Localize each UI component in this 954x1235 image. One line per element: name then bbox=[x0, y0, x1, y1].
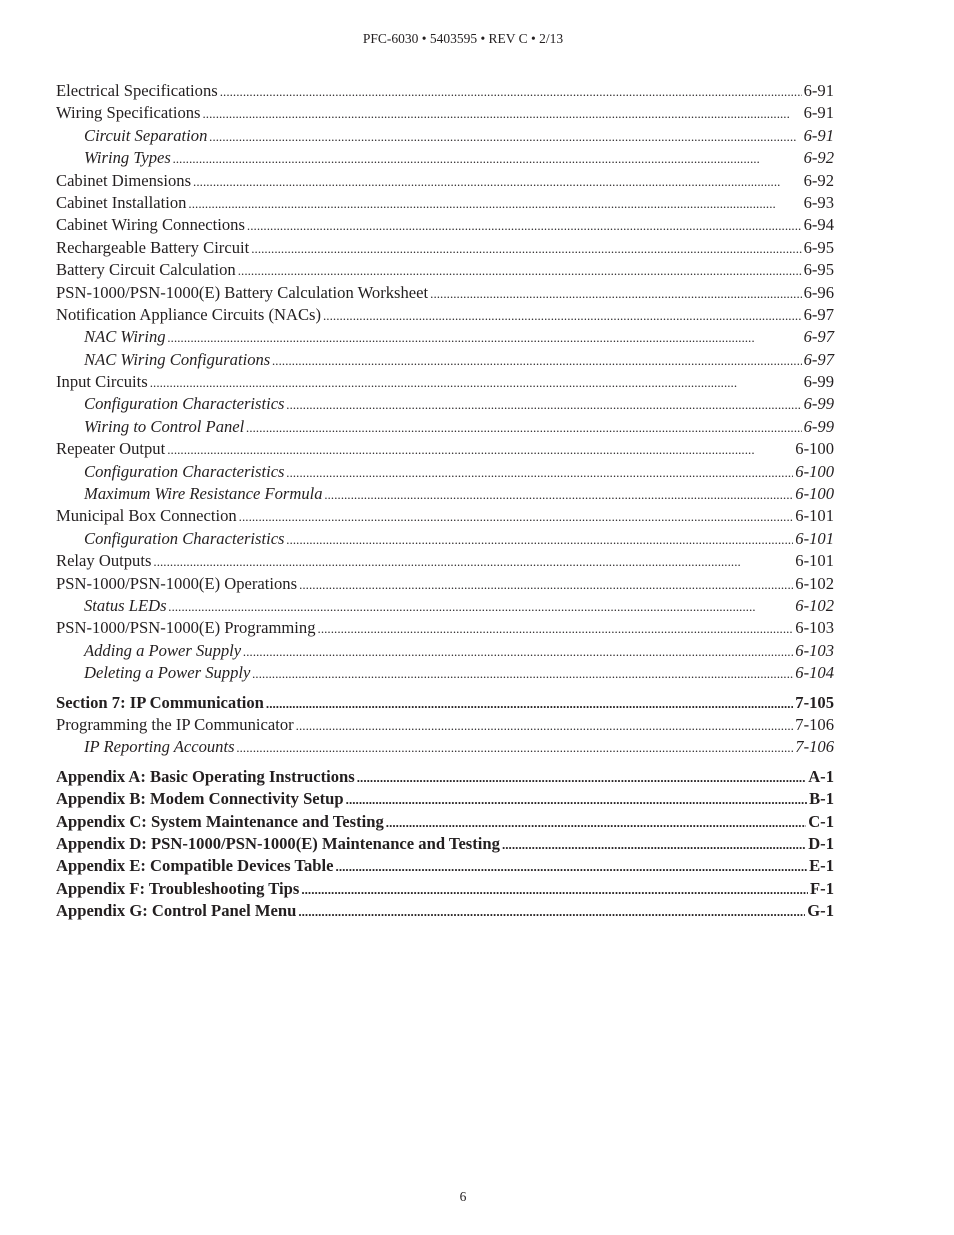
toc-entry-page: B-1 bbox=[809, 789, 834, 809]
toc-subentry[interactable] bbox=[56, 461, 856, 483]
toc-entry-label: Input Circuits bbox=[56, 372, 148, 392]
toc-entry[interactable] bbox=[56, 259, 856, 281]
toc-entry-page: 6-100 bbox=[795, 439, 834, 459]
toc-subentry[interactable] bbox=[56, 640, 856, 662]
toc-entry-page: 6-97 bbox=[803, 327, 834, 347]
dot-leader bbox=[272, 350, 801, 372]
toc-entry-label: Appendix C: System Maintenance and Testing bbox=[56, 811, 384, 831]
toc-entry-page: 6-102 bbox=[795, 573, 834, 593]
toc-entry-page: 6-101 bbox=[795, 551, 834, 571]
dot-leader bbox=[346, 789, 807, 811]
dot-leader bbox=[386, 812, 806, 834]
dot-leader bbox=[243, 641, 793, 663]
toc-entry-page: E-1 bbox=[809, 856, 834, 876]
toc-subentry[interactable] bbox=[56, 349, 856, 371]
toc-entry[interactable] bbox=[56, 371, 856, 393]
toc-entry[interactable] bbox=[56, 617, 856, 639]
toc-entry-label: Appendix D: PSN-1000/PSN-1000(E) Maintenance and Testing bbox=[56, 833, 500, 853]
dot-leader bbox=[430, 283, 801, 305]
toc-entry-page: 6-97 bbox=[803, 304, 834, 324]
toc-entry-label: Deleting a Power Supply bbox=[84, 663, 251, 683]
dot-leader bbox=[502, 834, 806, 856]
toc-entry-page: 6-101 bbox=[795, 528, 834, 548]
toc-entry[interactable] bbox=[56, 170, 856, 192]
toc-entry[interactable] bbox=[56, 505, 856, 527]
dot-leader bbox=[203, 103, 802, 125]
toc-entry-label: Circuit Separation bbox=[84, 125, 208, 145]
toc-section-entry[interactable] bbox=[56, 855, 856, 877]
toc-entry-label: NAC Wiring bbox=[84, 327, 166, 347]
toc-entry-page: 6-91 bbox=[803, 125, 834, 145]
toc-entry-label: PSN-1000/PSN-1000(E) Programming bbox=[56, 618, 316, 638]
toc-entry-page: 6-91 bbox=[803, 103, 834, 123]
dot-leader bbox=[168, 327, 802, 349]
dot-leader bbox=[296, 715, 794, 737]
toc-entry[interactable] bbox=[56, 80, 856, 102]
toc-entry-label: Configuration Characteristics bbox=[84, 461, 285, 481]
toc-entry[interactable] bbox=[56, 282, 856, 304]
toc-entry-label: Wiring Types bbox=[84, 148, 171, 168]
toc-subentry[interactable] bbox=[56, 393, 856, 415]
toc-entry-page: G-1 bbox=[807, 901, 834, 921]
toc-entry-page: 6-96 bbox=[803, 282, 834, 302]
toc-entry-label: Maximum Wire Resistance Formula bbox=[84, 484, 323, 504]
toc-subentry[interactable] bbox=[56, 125, 856, 147]
dot-leader bbox=[301, 879, 808, 901]
toc-entry-page: 6-99 bbox=[803, 416, 834, 436]
dot-leader bbox=[247, 215, 802, 237]
toc-entry-page: 6-102 bbox=[795, 595, 834, 615]
toc-entry-page: 6-103 bbox=[795, 618, 834, 638]
toc-entry-page: 6-95 bbox=[803, 260, 834, 280]
toc-entry-page: C-1 bbox=[808, 811, 834, 831]
dot-leader bbox=[299, 574, 793, 596]
dot-leader bbox=[238, 260, 802, 282]
toc-entry-page: 6-94 bbox=[803, 215, 834, 235]
toc-entry-label: NAC Wiring Configurations bbox=[84, 349, 271, 369]
toc-entry-page: 6-101 bbox=[795, 506, 834, 526]
toc-entry-page: 6-93 bbox=[803, 192, 834, 212]
dot-leader bbox=[298, 901, 805, 923]
dot-leader bbox=[239, 506, 794, 528]
toc-entry-page: 6-92 bbox=[803, 148, 834, 168]
dot-leader bbox=[252, 663, 793, 685]
toc-entry-page: 6-103 bbox=[795, 640, 834, 660]
toc-entry[interactable] bbox=[56, 214, 856, 236]
dot-leader bbox=[173, 148, 802, 170]
toc-entry[interactable] bbox=[56, 192, 856, 214]
toc-entry-label: Wiring to Control Panel bbox=[84, 416, 245, 436]
toc-entry-label: Cabinet Dimensions bbox=[56, 170, 192, 190]
toc-entry[interactable] bbox=[56, 714, 856, 736]
toc-entry-label: Appendix G: Control Panel Menu bbox=[56, 901, 297, 921]
toc-entry-label: Repeater Output bbox=[56, 439, 166, 459]
dot-leader bbox=[318, 618, 794, 640]
toc-entry-page: 6-99 bbox=[803, 394, 834, 414]
dot-leader bbox=[237, 737, 794, 759]
toc-entry-page: D-1 bbox=[808, 833, 834, 853]
toc-subentry[interactable] bbox=[56, 736, 856, 758]
toc-entry-label: Electrical Specifications bbox=[56, 81, 218, 100]
toc-entry-label: Section 7: IP Communication bbox=[56, 692, 264, 712]
dot-leader bbox=[153, 551, 793, 573]
toc-entry[interactable] bbox=[56, 550, 856, 572]
dot-leader bbox=[323, 305, 802, 327]
dot-leader bbox=[220, 81, 802, 103]
toc-entry-page: A-1 bbox=[808, 766, 834, 786]
dot-leader bbox=[169, 596, 794, 618]
toc-section-entry[interactable] bbox=[56, 833, 856, 855]
toc-entry-page: 6-100 bbox=[795, 461, 834, 481]
section-gap bbox=[56, 685, 856, 692]
dot-leader bbox=[150, 372, 802, 394]
toc-entry-label: Appendix A: Basic Operating Instructions bbox=[56, 766, 355, 786]
page-header: PFC-6030 • 5403595 • REV C • 2/13 bbox=[362, 31, 564, 46]
toc-entry[interactable] bbox=[56, 237, 856, 259]
toc-entry-label: Status LEDs bbox=[84, 595, 167, 615]
dot-leader bbox=[193, 171, 802, 193]
toc-entry-label: Appendix E: Compatible Devices Table bbox=[56, 856, 334, 876]
toc-entry-page: 7-105 bbox=[795, 692, 834, 712]
toc-subentry[interactable] bbox=[56, 528, 856, 550]
dot-leader bbox=[246, 417, 801, 439]
toc-entry[interactable] bbox=[56, 438, 856, 460]
toc-entry-page: 6-104 bbox=[795, 663, 834, 683]
toc-entry-label: PSN-1000/PSN-1000(E) Operations bbox=[56, 573, 298, 593]
toc-entry[interactable] bbox=[56, 102, 856, 124]
page-number: 6 bbox=[459, 1189, 467, 1204]
toc-entry-label: Cabinet Wiring Connections bbox=[56, 215, 245, 235]
dot-leader bbox=[266, 693, 793, 715]
toc-subentry[interactable] bbox=[56, 326, 856, 348]
dot-leader bbox=[287, 394, 802, 416]
dot-leader bbox=[336, 856, 808, 878]
toc-entry-label: Notification Appliance Circuits (NACs) bbox=[56, 304, 321, 324]
toc-entry-label: Configuration Characteristics bbox=[84, 528, 285, 548]
dot-leader bbox=[167, 439, 793, 461]
toc-subentry[interactable] bbox=[56, 595, 856, 617]
dot-leader bbox=[209, 126, 801, 148]
toc-section-entry[interactable] bbox=[56, 878, 856, 900]
dot-leader bbox=[325, 484, 794, 506]
dot-leader bbox=[357, 767, 806, 789]
toc-entry-label: IP Reporting Accounts bbox=[84, 737, 235, 757]
toc-section-entry[interactable] bbox=[56, 788, 856, 810]
toc-entry-label: Relay Outputs bbox=[56, 551, 152, 571]
section-gap bbox=[56, 759, 856, 766]
toc-entry-label: Wiring Specifications bbox=[56, 103, 201, 123]
toc-entry-label: PSN-1000/PSN-1000(E) Battery Calculation Worksheet bbox=[56, 282, 429, 302]
toc-entry-page: 7-106 bbox=[795, 714, 834, 734]
toc-entry-label: Rechargeable Battery Circuit bbox=[56, 237, 250, 257]
toc-entry-page: 7-106 bbox=[795, 737, 834, 757]
toc-entry-page: 6-100 bbox=[795, 484, 834, 504]
toc-entry-page: 6-91 bbox=[803, 81, 834, 100]
toc-entry-label: Appendix B: Modem Connectivity Setup bbox=[56, 789, 344, 809]
toc-subentry[interactable] bbox=[56, 416, 856, 438]
toc-section-entry[interactable] bbox=[56, 900, 856, 922]
toc-section-entry[interactable] bbox=[56, 692, 856, 714]
dot-leader bbox=[251, 238, 801, 260]
toc-section-entry[interactable] bbox=[56, 811, 856, 833]
table-of-contents bbox=[56, 80, 856, 922]
toc-entry-label: Cabinet Installation bbox=[56, 192, 187, 212]
toc-entry-page: F-1 bbox=[810, 878, 834, 898]
toc-entry-label: Appendix F: Troubleshooting Tips bbox=[56, 878, 300, 898]
toc-entry-label: Adding a Power Supply bbox=[84, 640, 242, 660]
toc-entry-label: Configuration Characteristics bbox=[84, 394, 285, 414]
toc-entry-page: 6-95 bbox=[803, 237, 834, 257]
dot-leader bbox=[287, 529, 794, 551]
dot-leader bbox=[188, 193, 801, 215]
toc-entry[interactable] bbox=[56, 304, 856, 326]
toc-entry-label: Programming the IP Communicator bbox=[56, 714, 294, 734]
toc-entry-label: Battery Circuit Calculation bbox=[56, 260, 236, 280]
toc-subentry[interactable] bbox=[56, 483, 856, 505]
toc-entry-label: Municipal Box Connection bbox=[56, 506, 237, 526]
toc-subentry[interactable] bbox=[56, 662, 856, 684]
dot-leader bbox=[287, 462, 794, 484]
toc-subentry[interactable] bbox=[56, 147, 856, 169]
toc-section-entry[interactable] bbox=[56, 766, 856, 788]
toc-entry-page: 6-97 bbox=[803, 349, 834, 369]
toc-entry[interactable] bbox=[56, 573, 856, 595]
toc-entry-page: 6-92 bbox=[803, 170, 834, 190]
toc-entry-page: 6-99 bbox=[803, 372, 834, 392]
